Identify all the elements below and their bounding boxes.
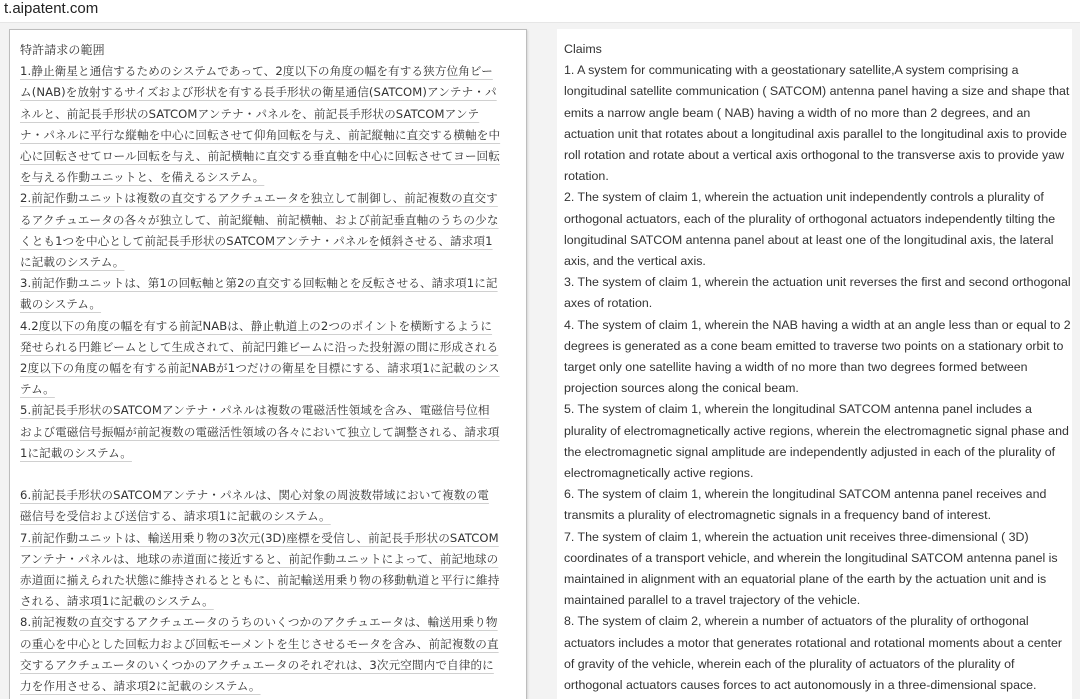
english-claims-panel — [557, 29, 1072, 699]
japanese-claim-line: に記載のシステム。 — [20, 255, 125, 270]
japanese-claim-line: 1に記載のシステム。 — [20, 445, 132, 460]
japanese-claim-line: 磁信号を受信および送信する、請求項1に記載のシステム。 — [20, 509, 331, 524]
english-claim-line: orthogonal actuators causes forces to act autonomously in a three-dimensional space. — [564, 678, 1037, 693]
japanese-claim-line: 7.前記作動ユニットは、輸送用乗り物の3次元(3D)座標を受信し、前記長手形状のSATCOM — [20, 530, 499, 545]
japanese-claim-7 — [20, 528, 518, 613]
english-claim-5 — [564, 399, 1069, 484]
japanese-claim-3 — [20, 273, 518, 315]
japanese-claim-1 — [20, 61, 518, 188]
japanese-claim-5 — [20, 400, 518, 464]
japanese-claim-line: ナ・パネルに平行な縦軸を中心に回転させて仰角回転を与え、前記縦軸に直交する横軸を中 — [20, 127, 501, 142]
english-claim-line: orthogonal actuators, each of the plurality of orthogonal actuators independently tilting the — [564, 211, 1056, 226]
site-header — [0, 0, 1080, 23]
english-claims-list — [564, 60, 1071, 696]
english-claims-heading: Claims — [564, 42, 602, 56]
english-claim-3 — [564, 272, 1071, 314]
japanese-claim-line: の重心を中心とした回転力および回転モーメントを生じさせるモータを含み、前記複数の直 — [20, 636, 499, 651]
english-claim-line: actuators includes a motor that generates rotational and rotational moments about a center — [564, 635, 1062, 650]
japanese-claims-text — [20, 40, 518, 697]
japanese-claim-6 — [20, 485, 518, 527]
japanese-claim-4 — [20, 316, 518, 401]
english-claim-line: axes of rotation. — [564, 296, 653, 311]
english-claim-line: axis, and the vertical axis. — [564, 254, 706, 269]
english-claim-line: longitudinal SATCOM antenna panel about at least one of the longitudinal axis, the lateral — [564, 232, 1054, 247]
japanese-claim-line: 2度以下の角度の幅を有する前記NABが1つだけの衛星を目標にする、請求項1に記載のシス — [20, 361, 500, 376]
english-claim-line: 3. The system of claim 1, wherein the actuation unit reverses the first and second orthogonal — [564, 275, 1071, 290]
japanese-claim-line: くとも1つを中心として前記長手形状のSATCOMアンテナ・パネルを傾斜させる、請求項1 — [20, 233, 493, 248]
japanese-claim-line: 載のシステム。 — [20, 297, 102, 312]
japanese-claim-line: される、請求項1に記載のシステム。 — [20, 594, 214, 609]
english-claim-line: of gravity of the vehicle, wherein each of the plurality of actuators of the plurality of — [564, 656, 1015, 671]
english-claim-4 — [564, 315, 1071, 400]
english-claim-line: 5. The system of claim 1, wherein the longitudinal SATCOM antenna panel includes a — [564, 402, 1032, 417]
japanese-claims-heading: 特許請求の範囲 — [20, 43, 105, 57]
japanese-claim-line: 交するアクチュエータのいくつかのアクチュエータのそれぞれは、3次元空間内で自律的に — [20, 657, 494, 672]
english-claim-line: rotation. — [564, 169, 609, 184]
japanese-claim-line: るアクチュエータの各々が独立して、前記縦軸、前記横軸、および前記垂直軸のうちの少な — [20, 212, 499, 227]
japanese-claim-spacer — [20, 464, 518, 485]
japanese-claim-line: ム(NAB)を放射するサイズおよび形状を有する長手形状の衛星通信(SATCOM)アンテナ・パ — [20, 85, 497, 100]
english-claim-7 — [564, 527, 1064, 612]
japanese-claim-line: 赤道面に揃えられた状態に維持されるとともに、前記輸送用乗り物の移動軌道と平行に維持 — [20, 573, 500, 588]
english-claim-line: electromagnetically active regions. — [564, 466, 754, 481]
japanese-claim-line: 2.前記作動ユニットは複数の直交するアクチュエータを独立して制御し、前記複数の直交す — [20, 191, 498, 206]
content-area — [0, 23, 1080, 699]
japanese-claim-line: 心に回転させてロール回転を与え、前記横軸に直交する垂直軸を中心に回転させてヨー回転 — [20, 149, 500, 164]
english-claim-line: 4. The system of claim 1, wherein the NAB having a width at an angle less than or equal to 2 — [564, 317, 1071, 332]
japanese-claim-line: 発せられる円錐ビームとして生成されて、前記円錐ビームに沿った投射源の間に形成される — [20, 339, 499, 354]
japanese-claim-8 — [20, 612, 518, 697]
english-claim-line: target only one satellite having a width of no more than two degrees formed between — [564, 360, 1028, 375]
english-claim-6 — [564, 484, 1064, 526]
japanese-claim-line: 8.前記複数の直交するアクチュエータのうちのいくつかのアクチュエータは、輸送用乗り物 — [20, 615, 498, 630]
japanese-claim-2 — [20, 188, 518, 273]
english-claim-line: maintained in alignment with an equatorial plane of the earth by the actuation unit and is — [564, 572, 1047, 587]
english-claim-8 — [564, 611, 1064, 696]
japanese-claim-line: 1.静止衛星と通信するためのシステムであって、2度以下の角度の幅を有する狭方位角ビー — [20, 64, 493, 79]
english-claim-line: the electromagnetic signal amplitude are independently adjusted in each of the plurality of — [564, 444, 1056, 459]
english-claim-line: 7. The system of claim 1, wherein the actuation unit receives three-dimensional ( 3D) — [564, 529, 1029, 544]
english-claim-line: coordinates of a transport vehicle, and wherein the longitudinal SATCOM antenna panel is — [564, 550, 1058, 565]
english-claim-line: plurality of electromagnetically active regions, wherein the electromagnetic signal phase and — [564, 423, 1069, 438]
english-claim-2 — [564, 187, 1064, 272]
english-claim-line: 1. A system for communicating with a geostationary satellite,A system comprising a — [564, 63, 1019, 78]
japanese-claim-line: ネルと、前記長手形状のSATCOMアンテナ・パネルを、前記長手形状のSATCOMアンテ — [20, 106, 480, 121]
english-claim-line: longitudinal satellite communication ( SATCOM) antenna panel having a size and shape that — [564, 84, 1070, 99]
japanese-claim-line: および電磁信号振幅が前記複数の電磁活性領域の各々において独立して調整される、請求項 — [20, 424, 500, 439]
japanese-claim-line: テム。 — [20, 382, 55, 397]
japanese-claim-line: 力を作用させる、請求項2に記載のシステム。 — [20, 679, 261, 694]
japanese-claim-line: アンテナ・パネルは、地球の赤道面に接近すると、前記作動ユニットによって、前記地球の — [20, 551, 499, 566]
japanese-claims-list — [20, 61, 518, 697]
english-claim-line: maintained parallel to a travel trajectory of the vehicle. — [564, 593, 861, 608]
english-claim-line: degrees is generated as a cone beam emitted to traverse two points on a stationary orbit to — [564, 338, 1064, 353]
english-claim-1 — [564, 60, 1070, 187]
english-claim-line: actuation unit that rotates about a longitudinal axis parallel to the longitudinal axis to provide — [564, 126, 1067, 141]
japanese-claim-line: 3.前記作動ユニットは、第1の回転軸と第2の直交する回転軸とを反転させる、請求項1に記 — [20, 276, 498, 291]
english-claim-line: emits a narrow angle beam ( NAB) having a width of no more than 2 degrees, and an — [564, 105, 1031, 120]
english-claim-line: 6. The system of claim 1, wherein the longitudinal SATCOM antenna panel receives and — [564, 487, 1047, 502]
japanese-claim-line: 5.前記長手形状のSATCOMアンテナ・パネルは複数の電磁活性領域を含み、電磁信号位相 — [20, 403, 490, 418]
japanese-claim-line: 4.2度以下の角度の幅を有する前記NABは、静止軌道上の2つのポイントを横断するように — [20, 318, 493, 333]
japanese-claim-line: を与える作動ユニットと、を備えるシステム。 — [20, 170, 265, 185]
japanese-claims-panel — [9, 29, 527, 699]
site-name[interactable]: t.aipatent.com — [4, 0, 99, 17]
japanese-claim-line: 6.前記長手形状のSATCOMアンテナ・パネルは、関心対象の周波数帯域において複数の電 — [20, 488, 489, 503]
english-claim-line: transmits a plurality of electromagnetic signals in a frequency band of interest. — [564, 508, 992, 523]
english-claim-line: 2. The system of claim 1, wherein the actuation unit independently controls a plurality of — [564, 190, 1044, 205]
english-claim-line: projection sources along the conical beam. — [564, 381, 799, 396]
english-claim-line: roll rotation and rotate about a vertical axis orthogonal to the transverse axis to provide yaw — [564, 148, 1065, 163]
english-claim-line: 8. The system of claim 2, wherein a number of actuators of the plurality of orthogonal — [564, 614, 1029, 629]
english-claims-text — [564, 39, 1071, 696]
